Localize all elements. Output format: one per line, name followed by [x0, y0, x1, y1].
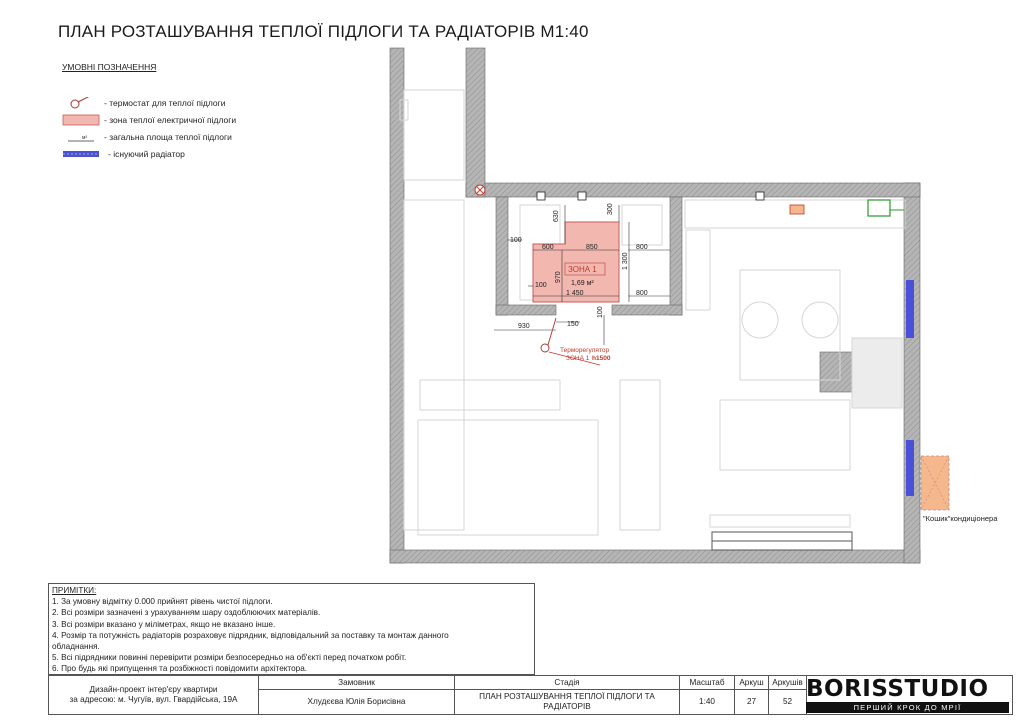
- note-line: 5. Всі підрядники повинні перевірити розміри безпосередньо на об'єкті перед початком робіт.: [52, 653, 407, 663]
- svg-text:100: 100: [510, 237, 522, 244]
- thermostat-caption: Терморегулятор: [560, 347, 610, 354]
- boiler-icon: [790, 205, 804, 214]
- wall-bath-right: [670, 197, 682, 315]
- note-line: обладнання.: [52, 642, 100, 652]
- legend-item-area: м² - загальна площа теплої підлоги: [62, 130, 232, 144]
- sheet-header: Аркуш: [735, 676, 769, 689]
- sheets-value: 52: [769, 689, 807, 714]
- stage-value: ПЛАН РОЗТАШУВАННЯ ТЕПЛОЇ ПІДЛОГИ ТА РАДІАТОРІВ: [455, 689, 680, 714]
- project-cell: Дизайн-проект інтер'єру квартири за адресою: м. Чугуїв, вул. Гвардійська, 19А: [49, 676, 259, 714]
- client-name: Хлудєєва Юлія Борисівна: [259, 689, 455, 714]
- legend-heading: УМОВНІ ПОЗНАЧЕННЯ: [62, 62, 157, 72]
- note-line: 4. Розмір та потужність радіаторів розраховує підрядник, відповідальний за поставку та монтаж данного: [52, 630, 449, 640]
- svg-text:150: 150: [567, 321, 579, 328]
- stage-header: Стадія: [455, 676, 680, 689]
- note-line: 3. Всі розміри вказано у міліметрах, якщо не вказано інше.: [52, 619, 276, 629]
- scale-header: Масштаб: [680, 676, 735, 689]
- notes-heading: ПРИМІТКИ:: [52, 586, 97, 595]
- socket-icon: [537, 192, 545, 200]
- svg-text:800: 800: [636, 290, 648, 297]
- note-line: 6. Про будь які припущення та розбіжності повідомити архітектора.: [52, 664, 308, 674]
- svg-text:1 450: 1 450: [566, 290, 584, 297]
- wall-bath-bottom-left: [496, 305, 556, 315]
- legend-item-radiator: - існуючий радіатор: [62, 147, 185, 161]
- wall-left: [390, 48, 404, 563]
- zone-label: ЗОНА 1: [568, 265, 597, 274]
- wall-bath-left: [496, 197, 508, 315]
- thermostat-icon: [541, 344, 549, 352]
- note-line: 1. За умовну відмітку 0.000 прийнят рівень чистої підлоги.: [52, 597, 273, 607]
- studio-logo: [806, 677, 1009, 713]
- client-header: Замовник: [259, 676, 455, 689]
- svg-text:600: 600: [542, 244, 554, 251]
- svg-text:1 300: 1 300: [622, 252, 629, 270]
- sheets-header: Аркушів: [769, 676, 807, 689]
- svg-text:100: 100: [535, 282, 547, 289]
- wall-bottom: [390, 550, 920, 563]
- socket-icon: [756, 192, 764, 200]
- zone-area: 1,69 м²: [571, 280, 594, 287]
- svg-text:630: 630: [553, 210, 560, 222]
- svg-text:100: 100: [597, 306, 604, 318]
- thermostat-zone: ЗОНА 1: [566, 355, 590, 362]
- wall-right: [904, 183, 920, 563]
- logo-name: BORISSTUDIO: [806, 676, 989, 702]
- socket-icon: [578, 192, 586, 200]
- svg-text:970: 970: [555, 271, 562, 283]
- logo-slogan: ПЕРШИЙ КРОК ДО МРІЇ: [806, 702, 1009, 713]
- radiator-2: [906, 440, 914, 496]
- page-title: ПЛАН РОЗТАШУВАННЯ ТЕПЛОЇ ПІДЛОГИ ТА РАДІАТОРІВ М1:40: [58, 22, 589, 41]
- svg-text:930: 930: [518, 323, 530, 330]
- radiator-1: [906, 280, 914, 338]
- svg-text:850: 850: [586, 244, 598, 251]
- column: [820, 352, 852, 392]
- thermostat-height: h1500: [592, 355, 611, 362]
- legend-item-zone: - зона теплої електричної підлоги: [62, 113, 236, 127]
- ac-basket-label: "Кошик"кондиціонера: [923, 514, 998, 523]
- svg-text:800: 800: [636, 244, 648, 251]
- wall-corridor: [466, 48, 485, 197]
- wall-bath-bottom-right: [612, 305, 682, 315]
- sheet-value: 27: [735, 689, 769, 714]
- notes-block: [48, 583, 535, 675]
- wall-top: [466, 183, 920, 197]
- scale-value: 1:40: [680, 689, 735, 714]
- legend-item-thermostat: - термостат для теплої підлоги: [62, 96, 225, 110]
- svg-text:м²: м²: [82, 135, 88, 141]
- svg-text:300: 300: [607, 203, 614, 215]
- note-line: 2. Всі розміри зазначені з урахуванням шару оздоблюючих матеріалів.: [52, 608, 321, 618]
- outlet-icon: [868, 200, 890, 216]
